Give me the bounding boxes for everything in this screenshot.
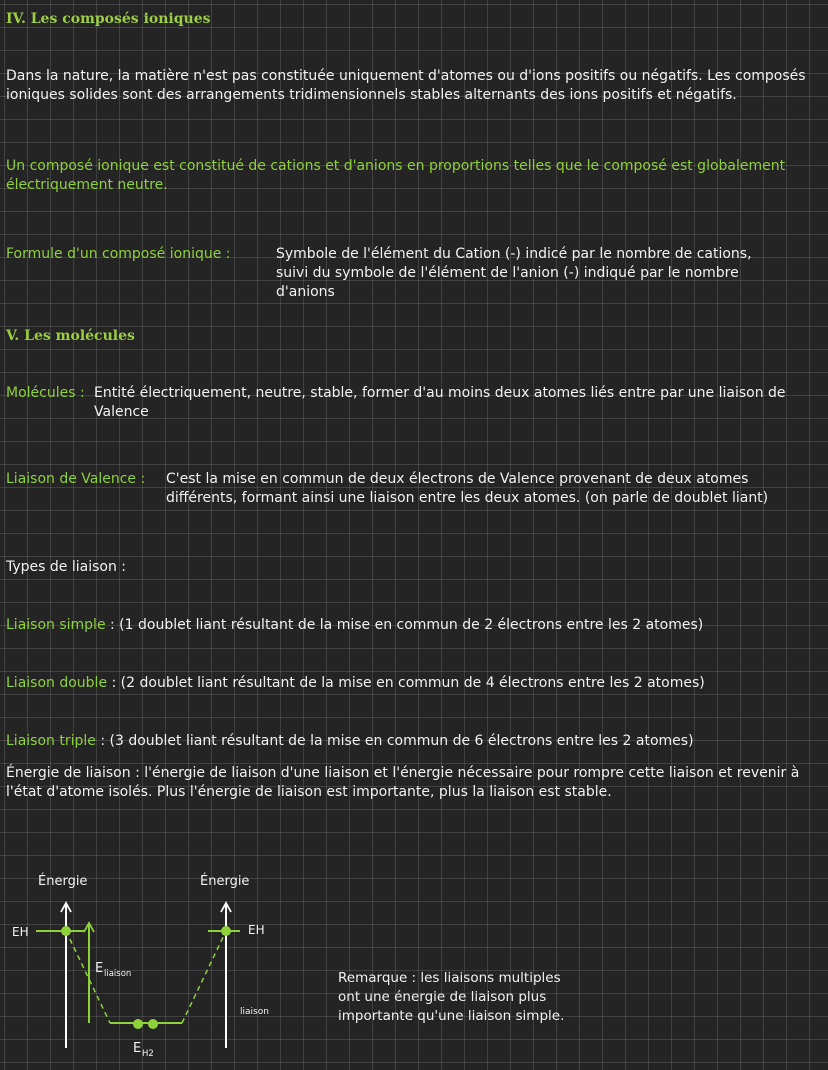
single-bond-text: : (1 doublet liant résultant de la mise en commun de 2 électrons entre les 2 atomes) (110, 617, 704, 633)
section-4-intro: Dans la nature, la matière n'est pas constituée uniquement d'atomes ou d'ions positifs ou négatifs. Les composés ioniques solides sont des arrangements tridimensionnels stables alternants des ions positifs et négatifs. (6, 68, 806, 103)
triple-bond-label: Liaison triple (6, 733, 96, 749)
molecules-label: Molécules : (6, 385, 85, 401)
double-bond-text: : (2 doublet liant résultant de la mise en commun de 4 électrons entre les 2 atomes) (111, 675, 705, 691)
eh2-point-b (148, 1019, 158, 1029)
eh-label-left: EH (12, 925, 29, 939)
triple-bond-text: : (3 doublet liant résultant de la mise en commun de 6 électrons entre les 2 atomes) (100, 733, 694, 749)
eh2-subscript: H2 (142, 1049, 154, 1059)
molecules-definition: Entité électriquement, neutre, stable, former d'au moins deux atomes liés entre par une liaison de Valence (94, 385, 786, 420)
formula-text: Symbole de l'élément du Cation (-) indicé par le nombre de cations, suivi du symbole de l'élément de l'anion (-) indiqué par le nombre d'anions (276, 246, 752, 300)
section-4-title: IV. Les composés ioniques (6, 11, 211, 27)
bond-types-heading: Types de liaison : (6, 559, 126, 575)
single-bond-label: Liaison simple (6, 617, 106, 633)
valence-bond-label: Liaison de Valence : (6, 471, 146, 487)
left-axis-label: Énergie (38, 874, 88, 889)
bond-energy-definition: Énergie de liaison : l'énergie de liaison d'une liaison et l'énergie nécessaire pour rompre cette liaison et revenir à l'état d'atome isolés. Plus l'énergie de liaison est importante, plus la liaison est stable. (6, 765, 800, 800)
eh2-point-a (133, 1019, 143, 1029)
eh-label-right: EH (248, 923, 265, 937)
section-5-title: V. Les molécules (6, 328, 135, 344)
right-axis-label: Énergie (200, 874, 250, 889)
bond-energy-diagram (0, 860, 330, 1070)
double-bond-label: Liaison double (6, 675, 108, 691)
eh2-label: E (133, 1041, 142, 1056)
e-liaison-label: E (95, 961, 104, 976)
ionic-compound-definition: Un composé ionique est constitué de cations et d'anions en proportions telles que le composé est globalement électriquement neutre. (6, 158, 786, 193)
formula-label: Formule d'un composé ionique : (6, 246, 231, 262)
e-liaison-subscript: liaison (104, 969, 132, 979)
liaison-right-label: liaison (240, 1007, 269, 1017)
valence-bond-definition: C'est la mise en commun de deux électrons de Valence provenant de deux atomes différents, formant ainsi une liaison entre les deux atomes. (on parle de doublet liant) (166, 471, 769, 506)
triple-bond-row (6, 732, 694, 751)
single-bond-row (6, 616, 703, 635)
double-bond-row (6, 674, 705, 693)
dashed-curve-right (182, 931, 226, 1023)
remark-note: Remarque : les liaisons multiples ont une énergie de liaison plus importante qu'une liaison simple. (338, 970, 565, 1024)
